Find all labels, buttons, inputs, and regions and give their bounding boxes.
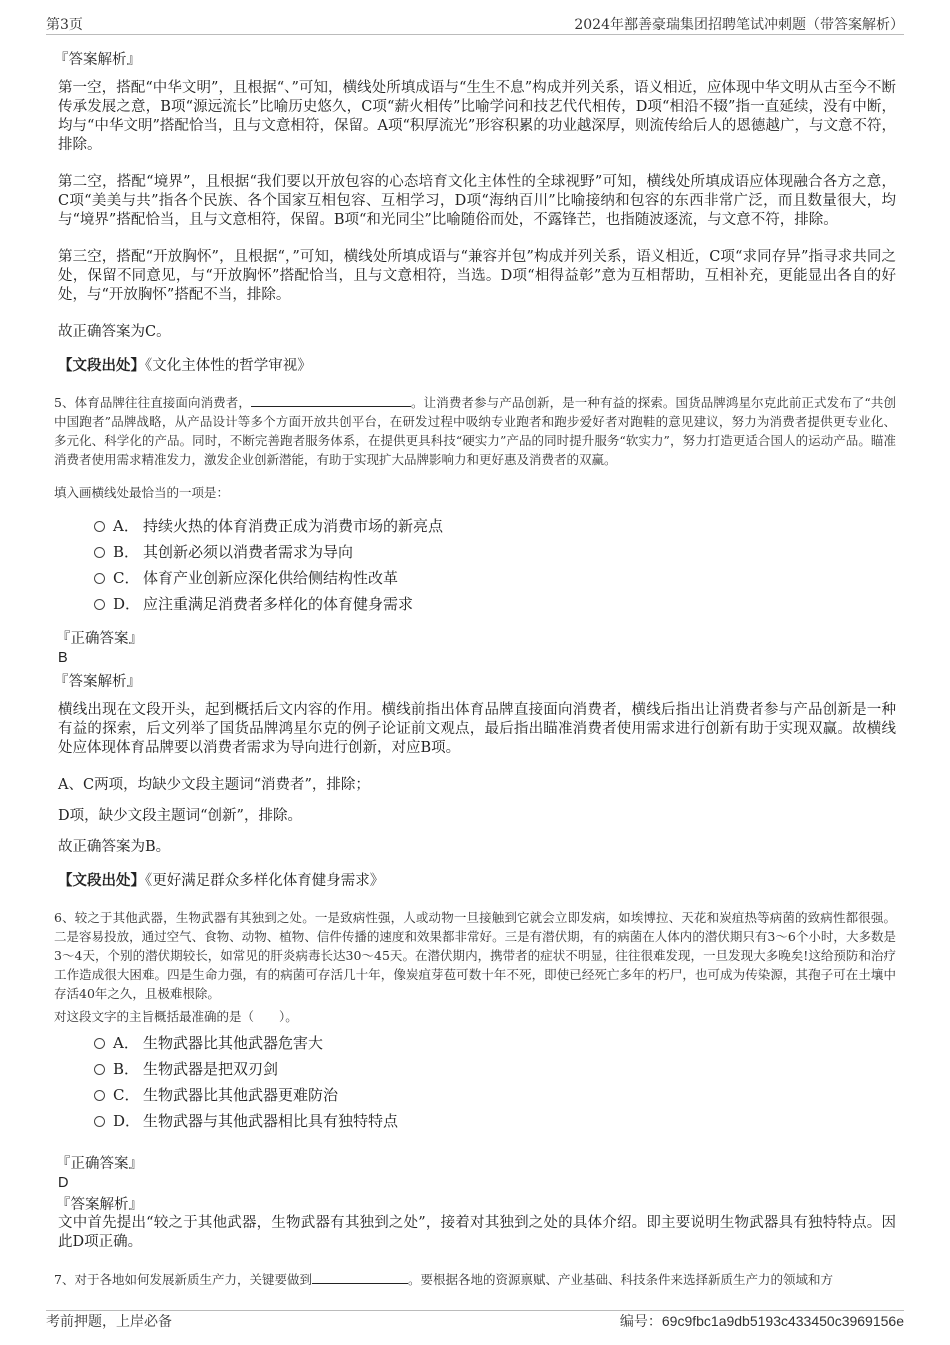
- q5-source: [58, 869, 896, 890]
- q4-source-title: 《文化主体性的哲学审视》: [145, 358, 312, 374]
- option-letter: D．: [113, 1112, 141, 1130]
- page-footer: [46, 1311, 904, 1333]
- q5-correct-answer: B: [58, 650, 68, 666]
- q4-source-label: 【文段出处】: [58, 357, 145, 374]
- q5-analysis-para-3: D项，缺少文段主题词“创新”，排除。: [58, 808, 302, 824]
- option-text: 生物武器与其他武器相比具有独特特点: [143, 1112, 399, 1130]
- radio-icon[interactable]: [94, 521, 105, 532]
- q6-correct-label: 『正确答案』: [56, 1156, 143, 1172]
- q7-stem: [54, 1270, 896, 1289]
- option-letter: A．: [113, 517, 139, 535]
- option-letter: B．: [113, 543, 140, 561]
- q4-analysis-para-3: 第三空，搭配“开放胸怀”，且根据“，”可知，横线处所填成语与“兼容并包”构成并列关系，语义相近，C项“求同存异”指寻求共同之处，保留不同意见，与“开放胸怀”搭配恰当，且与文意相符，当选。D项“相得益彰”意为互相帮助，互相补充，更能显出各自的好处，与“开放胸怀”搭配不当，排除。: [58, 249, 896, 303]
- q5-source-label: 【文段出处】: [58, 872, 145, 889]
- document-id: 编号：69c9fbc1a9db5193c433450c3969156e: [619, 1313, 904, 1329]
- q6-option-c[interactable]: [94, 1082, 896, 1108]
- page-content: [54, 44, 896, 1293]
- q6-option-a[interactable]: [94, 1030, 896, 1056]
- option-text: 生物武器比其他武器危害大: [143, 1034, 324, 1052]
- q6-option-b[interactable]: [94, 1056, 896, 1082]
- q6-analysis-label: 『答案解析』: [56, 1197, 143, 1213]
- header-divider: [46, 34, 904, 35]
- radio-icon[interactable]: [94, 1116, 105, 1127]
- option-letter: C．: [113, 1086, 140, 1104]
- q4-conclusion: 故正确答案为C。: [58, 324, 171, 340]
- page-number: 第3页: [46, 17, 83, 33]
- q6-prompt: 对这段文字的主旨概括最准确的是（ ）。: [54, 1009, 298, 1024]
- q5-option-a[interactable]: [94, 513, 896, 539]
- option-text: 体育产业创新应深化供给侧结构性改革: [143, 569, 399, 587]
- radio-icon[interactable]: [94, 547, 105, 558]
- option-text: 持续火热的体育消费正成为消费市场的新亮点: [143, 517, 444, 535]
- q5-stem-before: 5、体育品牌往往直接面向消费者，: [54, 395, 251, 410]
- q6-correct-answer: D: [58, 1175, 69, 1191]
- q4-analysis-label: 『答案解析』: [54, 52, 141, 68]
- radio-icon[interactable]: [94, 573, 105, 584]
- option-text: 生物武器是把双刃剑: [143, 1060, 279, 1078]
- option-letter: C．: [113, 569, 140, 587]
- radio-icon[interactable]: [94, 599, 105, 610]
- q5-options: [94, 513, 896, 617]
- q5-option-b[interactable]: [94, 539, 896, 565]
- footer-slogan: 考前押题，上岸必备: [46, 1314, 172, 1330]
- q4-analysis-para-2: 第二空，搭配“境界”，且根据“我们要以开放包容的心态培育文化主体性的全球视野”可知，横线处所填成语应体现融合各方之意，C项“美美与共”指各个民族、各个国家互相包容、互相学习，D项“海纳百川”比喻接纳和包容的东西非常广泛，而且数量很大，均与“境界”搭配恰当，且与文意相符，保留。B项“和光同尘”比喻随俗而处，不露锋芒，也指随波逐流，与文意不符，排除。: [58, 174, 896, 228]
- radio-icon[interactable]: [94, 1038, 105, 1049]
- q7-stem-before: 7、对于各地如何发展新质生产力，关键要做到: [54, 1272, 312, 1287]
- option-text: 其创新必须以消费者需求为导向: [143, 543, 354, 561]
- q7-stem-after: 。要根据各地的资源禀赋、产业基础、科技条件来选择新质生产力的领域和方: [407, 1272, 833, 1287]
- q5-source-title: 《更好满足群众多样化体育健身需求》: [145, 873, 385, 889]
- q5-stem: [54, 393, 896, 469]
- page-header: [46, 14, 904, 36]
- q5-correct-label: 『正确答案』: [56, 631, 143, 647]
- q7-blank: [312, 1271, 408, 1284]
- q4-analysis-para-1: 第一空，搭配“中华文明”，且根据“、”可知，横线处所填成语与“生生不息”构成并列关系，语义相近，应体现中华文明从古至今不断传承发展之意，B项“源远流长”比喻历史悠久，C项“薪火相传”比喻学问和技艺代代相传，D项“相沿不辍”指一直延续，没有中断，均与“中华文明”搭配恰当，且与文意相符，保留。A项“积厚流光”形容积累的功业越深厚，则流传给后人的恩德越广，与文意不符，排除。: [58, 80, 896, 153]
- radio-icon[interactable]: [94, 1064, 105, 1075]
- q5-prompt: 填入画横线处最恰当的一项是：: [54, 485, 230, 500]
- q5-stem-after: 。让消费者参与产品创新，是一种有益的探索。国货品牌鸿星尔克此前正式发布了“共创中国跑者”品牌战略，从产品设计等多个方面开放共创平台，在研发过程中吸纳专业跑者和跑步爱好者对跑鞋的意见建议，努力为消费者提供更专业化、多元化、科学化的产品。同时，不断完善跑者服务体系，在提供更具科技“硬实力”产品的同时提升服务“软实力”，努力打造更适合国人的运动产品。瞄准消费者使用需求精准发力，激发企业创新潜能，有助于实现扩大品牌影响力和更好惠及消费者的双赢。: [54, 395, 896, 467]
- q6-stem: 6、较之于其他武器，生物武器有其独到之处。一是致病性强，人或动物一旦接触到它就会立即发病，如埃博拉、天花和炭疽热等病菌的致病性都很强。二是容易投放，通过空气、食物、动物、植物、信件传播的速度和效果都非常好。三是有潜伏期，有的病菌在人体内的潜伏期只有3～6个小时，大多数是3～4天，个别的潜伏期较长，如常见的肝炎病毒长达30～45天。在潜伏期内，携带者的症状不明显，往往很难发现，一旦发现大多晚矣!这给预防和治疗工作造成很大困难。四是生命力强，有的病菌可存活几十年，像炭疽芽苞可数十年不死，即使已经死亡多年的朽尸，也可成为传染源，其孢子可在土壤中存活40年之久，且极难根除。: [54, 910, 896, 1001]
- option-letter: D．: [113, 595, 141, 613]
- radio-icon[interactable]: [94, 1090, 105, 1101]
- q6-analysis: 文中首先提出“较之于其他武器，生物武器有其独到之处”，接着对其独到之处的具体介绍。即主要说明生物武器具有独特特点。因此D项正确。: [58, 1215, 896, 1250]
- option-text: 应注重满足消费者多样化的体育健身需求: [143, 595, 414, 613]
- q5-analysis-label: 『答案解析』: [54, 674, 141, 690]
- q6-option-d[interactable]: [94, 1108, 896, 1134]
- q5-option-c[interactable]: [94, 565, 896, 591]
- q5-conclusion: 故正确答案为B。: [58, 839, 171, 855]
- q5-analysis-para-2: A、C两项，均缺少文段主题词“消费者”，排除；: [58, 777, 370, 793]
- document-title: 2024年鄯善豪瑞集团招聘笔试冲刺题（带答案解析）: [574, 17, 904, 33]
- q5-option-d[interactable]: [94, 591, 896, 617]
- q4-source: [58, 354, 896, 375]
- q6-options: [94, 1030, 896, 1134]
- option-letter: B．: [113, 1060, 140, 1078]
- q5-blank: [251, 394, 411, 407]
- option-text: 生物武器比其他武器更难防治: [143, 1086, 339, 1104]
- option-letter: A．: [113, 1034, 139, 1052]
- q5-analysis-para-1: 横线出现在文段开头，起到概括后文内容的作用。横线前指出体育品牌直接面向消费者，横线后指出让消费者参与产品创新是一种有益的探索，后文列举了国货品牌鸿星尔克的例子论证前文观点，最后指出瞄准消费者使用需求进行创新有助于实现双赢。故横线处应体现体育品牌要以消费者需求为导向进行创新，对应B项。: [58, 702, 896, 756]
